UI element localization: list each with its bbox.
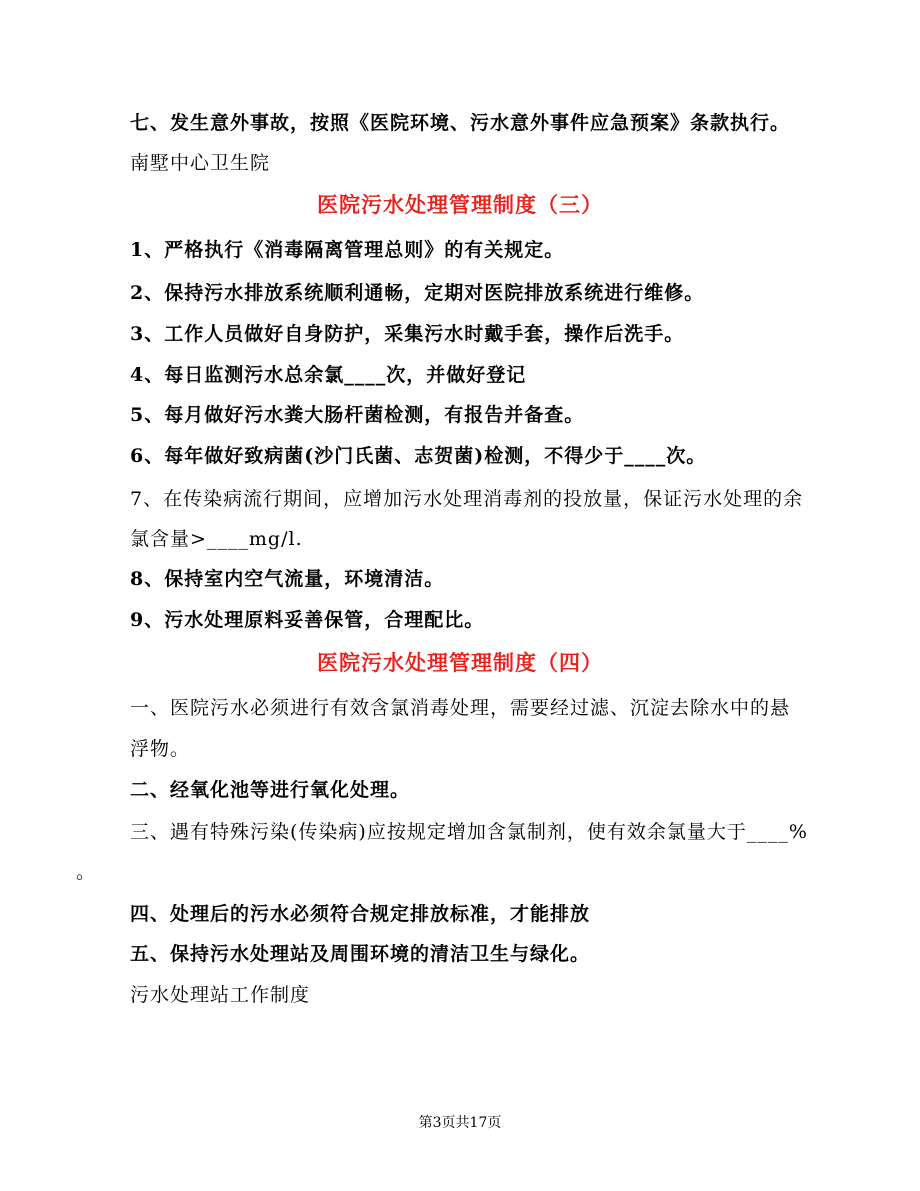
s3-item-3: 3、工作人员做好自身防护，采集污水时戴手套，操作后洗手。 bbox=[130, 323, 685, 345]
section-3-title: 医院污水处理管理制度（三） bbox=[317, 192, 603, 217]
s3-item-9: 9、污水处理原料妥善保管，合理配比。 bbox=[130, 609, 485, 631]
s4-item-2: 二、经氧化池等进行氧化处理。 bbox=[130, 779, 411, 801]
s4-item-5: 五、保持污水处理站及周围环境的清洁卫生与绿化。 bbox=[130, 943, 591, 965]
s3-item-1: 1、严格执行《消毒隔离管理总则》的有关规定。 bbox=[130, 239, 565, 261]
page-number: 第3页共17页 bbox=[418, 1115, 502, 1131]
hospital-name: 南墅中心卫生院 bbox=[130, 152, 271, 174]
s4-item-3-line-1: 三、遇有特殊污染(传染病)应按规定增加含氯制剂，使有效余氯量大于____% bbox=[130, 821, 808, 843]
s4-item-1-line-1: 一、医院污水必须进行有效含氯消毒处理，需要经过滤、沉淀去除水中的悬 bbox=[130, 697, 791, 719]
item-7-accident: 七、发生意外事故，按照《医院环境、污水意外事件应急预案》条款执行。 bbox=[130, 112, 791, 134]
s3-item-7-line-2: 氯含量>____mg/l. bbox=[130, 528, 303, 550]
s3-item-6: 6、每年做好致病菌(沙门氏菌、志贺菌)检测，不得少于____次。 bbox=[130, 445, 707, 467]
section-4-title: 医院污水处理管理制度（四） bbox=[317, 650, 603, 675]
station-rules-heading: 污水处理站工作制度 bbox=[130, 984, 311, 1006]
s3-item-4: 4、每日监测污水总余氯____次，并做好登记 bbox=[130, 364, 527, 386]
s3-item-2: 2、保持污水排放系统顺利通畅，定期对医院排放系统进行维修。 bbox=[130, 282, 705, 304]
s3-item-8: 8、保持室内空气流量，环境清洁。 bbox=[130, 568, 445, 590]
s4-item-4: 四、处理后的污水必须符合规定排放标准，才能排放 bbox=[130, 903, 591, 925]
s3-item-7-line-1: 7、在传染病流行期间，应增加污水处理消毒剂的投放量，保证污水处理的余 bbox=[130, 488, 804, 510]
s4-item-1-line-2: 浮物。 bbox=[130, 738, 191, 760]
s3-item-5: 5、每月做好污水粪大肠杆菌检测，有报告并备查。 bbox=[130, 404, 585, 426]
s4-item-3-line-2: 。 bbox=[76, 861, 97, 883]
